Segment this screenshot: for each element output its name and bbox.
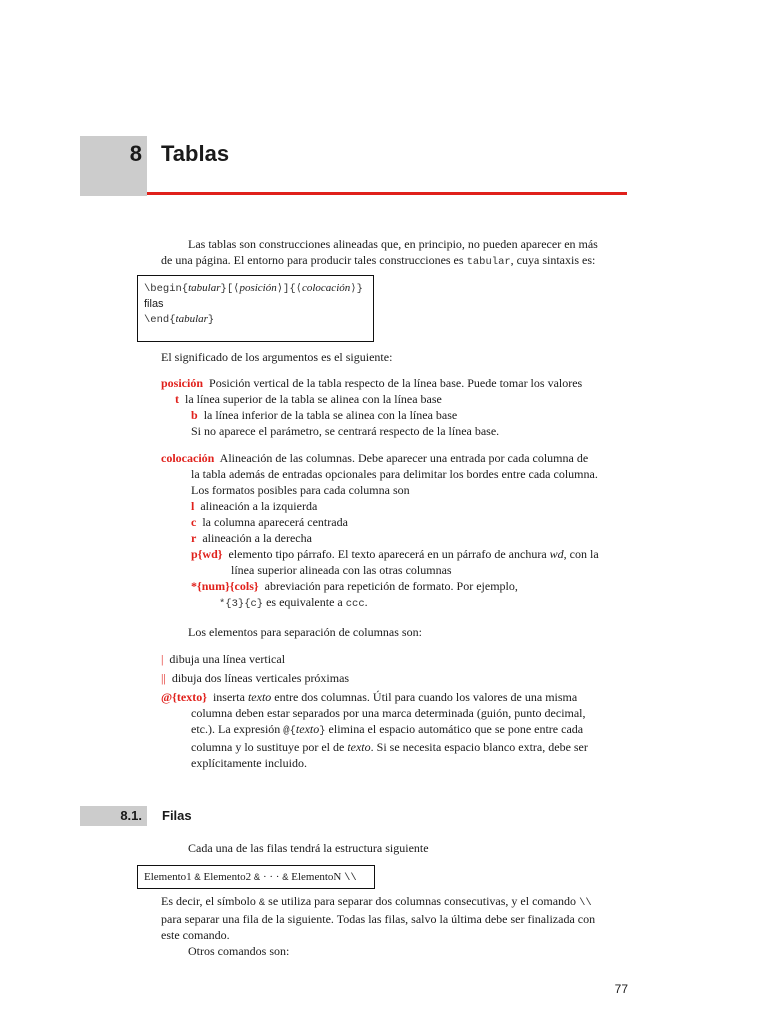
key-repeat [191,579,259,593]
repeat-example-end: . [364,595,368,609]
sep-at-line-5: explícitamente incluido. [191,756,307,770]
format-repeat [161,578,631,594]
format-p-wd: wd [549,547,564,561]
format-p-line-2: línea superior alineada con las otras columnas [231,563,452,577]
sep-at-texto: texto [247,690,272,704]
sep-at-line-4 [161,739,631,755]
key-repeat-num: num [201,579,226,593]
repeat-example-mid: es equivalente a [263,595,346,609]
intro-line-2 [161,252,629,270]
syntax-bracket-1: }[⟨ [220,283,240,295]
posicion-note: Si no aparece el parámetro, se centrará respecto de la línea base. [191,424,500,438]
code-amp: & [258,897,266,909]
sep-at-line-1 [161,689,631,705]
posicion-t [161,391,631,407]
format-p-desc: elemento tipo párrafo. El texto aparecerá en un párrafo de anchura [228,547,550,561]
key-bar: | [161,652,164,666]
section-number: 8.1. [120,808,142,823]
posicion-line [161,375,631,391]
page-number: 77 [614,982,628,996]
key-b: b [191,408,198,422]
row-syntax-box [137,865,375,889]
key-repeat-close: } [253,579,259,593]
colocacion-desc-1: Alineación de las columnas. Debe aparecer una entrada por cada columna de [219,451,589,465]
key-t: t [175,392,179,406]
syntax-end-env: tabular [175,313,208,325]
separators-intro: Los elementos para separación de columnas son: [188,625,422,639]
after-l1-mid: se utiliza para separar dos columnas consecutivas, y el comando [265,894,580,908]
sep-double-bar [161,670,631,689]
tabular-syntax-box [137,275,374,342]
intro-text-end: , cuya sintaxis es: [510,253,596,267]
format-l [161,498,631,514]
row-element-1: Elemento1 [144,871,195,883]
format-repeat-desc: abreviación para repetición de formato. Por ejemplo, [264,579,518,593]
sep-double-bar-desc: dibuja dos líneas verticales próximas [171,671,350,685]
format-l-desc: alineación a la izquierda [200,499,318,513]
syntax-bracket-3: ⟩} [350,283,363,295]
code-at-open: @{ [283,725,296,737]
sep-bar-desc: dibuja una línea vertical [169,652,286,666]
sep-at-line-2: columna deben estar separados por una marca determinada (guión, punto decimal, [191,706,586,720]
format-c [161,514,631,530]
sep-at-desc: inserta [212,690,248,704]
syntax-end-cmd: \end{ [144,314,176,326]
colocacion-term: colocación [161,451,215,465]
key-repeat-cols: cols [234,579,254,593]
section-title: Filas [162,808,192,823]
syntax-rows: filas [144,298,164,310]
code-backslashes: \\ [579,897,592,909]
posicion-t-desc: la línea superior de la tabla se alinea con la línea base [185,392,442,406]
after-paragraph [161,893,631,959]
key-p [191,547,222,561]
key-p-wd: wd [202,547,218,561]
separators-list [161,651,631,771]
row-dots: · · · [260,871,283,883]
key-double-bar: || [161,671,166,685]
syntax-end-brace: } [207,314,215,326]
sep-at-l3-end: elimina el espacio automático que se pone entre cada [325,722,584,736]
format-r-desc: alineación a la derecha [202,531,312,545]
code-ccc: ccc [345,598,365,610]
syntax-bracket-2: ⟩]{⟨ [276,283,302,295]
row-amp-2: & [253,872,261,884]
key-at-texto: texto [176,690,203,704]
args-intro: El significado de los argumentos es el siguiente: [161,350,393,364]
intro-line-1: Las tablas son construcciones alineadas que, en principio, no pueden aparecer en más [188,237,598,251]
format-p [161,546,631,562]
posicion-desc: Posición vertical de la tabla respecto de la línea base. Puede tomar los valores [209,376,583,390]
sep-at-l3-text: etc.). La expresión [191,722,284,736]
filas-intro: Cada una de las filas tendrá la estructura siguiente [188,841,429,855]
key-repeat-mid: }{ [225,579,235,593]
after-l1-text: Es decir, el símbolo [161,894,259,908]
key-r: r [191,531,197,545]
syntax-end-line [144,312,367,328]
posicion-term: posición [161,376,204,390]
intro-text: de una página. El entorno para producir tales construcciones es [161,253,467,267]
row-element-n: ElementoN [288,871,345,883]
intro-paragraph [161,236,629,270]
key-p-close: } [217,547,223,561]
syntax-col: colocación [301,282,351,294]
code-at-close: } [319,725,326,737]
after-line-3: este comando. [161,928,230,942]
row-newline-cmd: \\ [344,872,357,884]
key-at [161,690,207,704]
code-tabular: tabular [466,256,511,268]
sep-at-l3-texto: texto [295,722,320,736]
syntax-env: tabular [188,282,221,294]
format-r [161,530,631,546]
posicion-definition [161,375,631,439]
format-c-desc: la columna aparecerá centrada [202,515,348,529]
syntax-begin-line [144,281,367,297]
colocacion-definition [161,450,631,612]
syntax-begin-cmd: \begin{ [144,283,189,295]
sep-bar [161,651,631,670]
after-line-2: para separar una fila de la siguiente. Todas las filas, salvo la última debe ser finalizada con [161,912,596,926]
key-repeat-open: *{ [191,579,202,593]
row-element-2: Elemento2 [200,871,254,883]
code-repeat-example: *{3}{c} [219,598,264,610]
key-at-open: @{ [161,690,177,704]
after-line-1 [161,893,631,911]
key-p-open: p{ [191,547,203,561]
format-p-desc-end: , con la [563,547,599,561]
posicion-b [161,407,631,423]
key-l: l [191,499,195,513]
colocacion-line-1 [161,450,631,466]
after-line-4: Otros comandos son: [188,944,290,958]
syntax-pos: posición [239,282,277,294]
colocacion-line-3: Los formatos posibles para cada columna son [191,483,410,497]
key-at-close: } [202,690,207,704]
chapter-rule [147,192,627,195]
sep-at-line-3 [161,721,631,739]
row-amp-3: & [282,872,289,884]
sep-at-desc-end: entre dos columnas. Útil para cuando los valores de una misma [271,690,578,704]
key-c: c [191,515,197,529]
sep-at-l4-texto: texto [347,740,371,754]
chapter-title: Tablas [161,141,230,166]
chapter-number: 8 [129,141,142,166]
row-amp-1: & [194,872,201,884]
sep-at-l4-end: . Si se necesita espacio blanco extra, debe ser [370,740,588,754]
colocacion-line-2: la tabla además de entradas opcionales para delimitar los bordes entre cada columna. [191,467,598,481]
posicion-b-desc: la línea inferior de la tabla se alinea con la línea base [203,408,458,422]
format-repeat-example [161,594,631,612]
sep-at-l4-text: columna y lo sustituye por el de [191,740,348,754]
